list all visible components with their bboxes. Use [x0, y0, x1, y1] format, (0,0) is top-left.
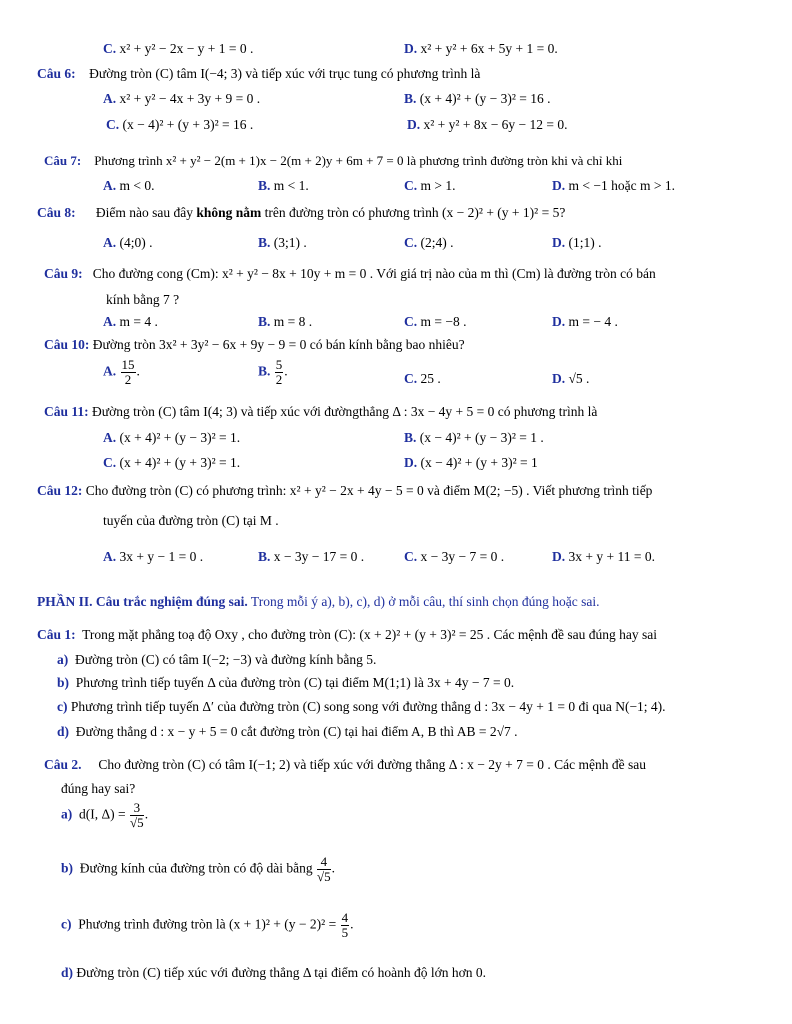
q8-stem: Câu 8: Điểm nào sau đây không nằm trên đường tròn có phương trình (x − 2)² + (y + 1)² = 5?: [37, 205, 566, 220]
p2-item-c: c) Phương trình đường tròn là (x + 1)² + (y − 2)² = $\frac{4}{5}$ .: [61, 910, 354, 940]
p2-item-a: a) d(I, Δ) = $\frac{3}{√5}$ .: [61, 800, 149, 830]
q9-option-b: B. m = 8 .: [258, 314, 313, 329]
p1-item-b: b) Phương trình tiếp tuyến Δ của đường tròn (C) tại điểm M(1;1) là 3x + 4y − 7 = 0.: [57, 675, 515, 690]
q5-option-c: C. x² + y² − 2x − y + 1 = 0 .: [103, 41, 254, 56]
q7-option-a: A. m < 0.: [103, 178, 155, 193]
part2-heading: PHẦN II. Câu trắc nghiệm đúng sai. Trong mỗi ý a), b), c), d) ở mỗi câu, thí sinh chọn đúng hoặc sai.: [37, 594, 600, 609]
p1-stem: Câu 1: Trong mặt phẳng toạ độ Oxy , cho đường tròn (C): (x + 2)² + (y + 3)² = 25 . Các mệnh đề sau đúng hay sai: [37, 627, 657, 642]
q7-option-d: D. m < −1 hoặc m > 1.: [552, 178, 675, 193]
p2-item-b: b) Đường kính của đường tròn có độ dài bằng $\frac{4}{√5}$ .: [61, 854, 336, 884]
q6-stem: Câu 6: Đường tròn (C) tâm I(−4; 3) và tiếp xúc với trục tung có phương trình là: [37, 66, 481, 81]
p1-item-d: d) Đường thẳng d : x − y + 5 = 0 cắt đường tròn (C) tại hai điểm A, B thì AB = 2√7 .: [57, 724, 518, 739]
q10-option-a: A. $\frac{15}{2}$ .: [103, 357, 140, 387]
q8-option-c: C. (2;4) .: [404, 235, 454, 250]
q12-option-b: B. x − 3y − 17 = 0 .: [258, 549, 365, 564]
q9-option-d: D. m = − 4 .: [552, 314, 618, 329]
q12-stem-cont: tuyến của đường tròn (C) tại M .: [103, 513, 279, 528]
q8-option-a: A. (4;0) .: [103, 235, 153, 250]
q9-option-c: C. m = −8 .: [404, 314, 467, 329]
q6-option-b: B. (x + 4)² + (y − 3)² = 16 .: [404, 91, 551, 106]
q7-option-c: C. m > 1.: [404, 178, 456, 193]
q6-option-a: A. x² + y² − 4x + 3y + 9 = 0 .: [103, 91, 261, 106]
q9-option-a: A. m = 4 .: [103, 314, 158, 329]
q11-option-d: D. (x − 4)² + (y + 3)² = 1: [404, 455, 538, 470]
q6-option-d: D. x² + y² + 8x − 6y − 12 = 0.: [407, 117, 568, 132]
q10-option-d: D. √5 .: [552, 371, 590, 386]
q11-stem: Câu 11: Đường tròn (C) tâm I(4; 3) và tiếp xúc với đườngthẳng Δ : 3x − 4y + 5 = 0 có phương trình là: [44, 404, 598, 419]
q10-option-c: C. 25 .: [404, 371, 441, 386]
q7-option-b: B. m < 1.: [258, 178, 309, 193]
q12-option-a: A. 3x + y − 1 = 0 .: [103, 549, 204, 564]
p2-stem: Câu 2. Cho đường tròn (C) có tâm I(−1; 2) và tiếp xúc với đường thẳng Δ : x − 2y + 7 = 0 . Các mệnh đề sau: [44, 757, 646, 772]
p1-item-c: c) Phương trình tiếp tuyến Δ′ của đường tròn (C) song song với đường thẳng d : 3x − 4y + 1 = 0 đi qua N(−1; 4).: [57, 699, 666, 714]
q11-option-b: B. (x − 4)² + (y − 3)² = 1 .: [404, 430, 544, 445]
q5-option-d: D. x² + y² + 6x + 5y + 1 = 0.: [404, 41, 558, 56]
q11-option-a: A. (x + 4)² + (y − 3)² = 1.: [103, 430, 241, 445]
q9-stem-cont: kính bằng 7 ?: [106, 292, 180, 307]
q12-option-c: C. x − 3y − 7 = 0 .: [404, 549, 505, 564]
q6-option-c: C. (x − 4)² + (y + 3)² = 16 .: [106, 117, 254, 132]
p1-item-a: a) Đường tròn (C) có tâm I(−2; −3) và đường kính bằng 5.: [57, 652, 377, 667]
q7-stem: Câu 7: Phương trình x² + y² − 2(m + 1)x − 2(m + 2)y + 6m + 7 = 0 là phương trình đường tròn khi và chỉ khi: [44, 153, 623, 168]
q10-stem: Câu 10: Đường tròn 3x² + 3y² − 6x + 9y − 9 = 0 có bán kính bằng bao nhiêu?: [44, 337, 465, 352]
q8-option-b: B. (3;1) .: [258, 235, 307, 250]
q10-option-b: B. $\frac{5}{2}$ .: [258, 357, 288, 387]
q12-option-d: D. 3x + y + 11 = 0.: [552, 549, 655, 564]
q11-option-c: C. (x + 4)² + (y + 3)² = 1.: [103, 455, 241, 470]
q8-option-d: D. (1;1) .: [552, 235, 602, 250]
q12-stem: Câu 12: Cho đường tròn (C) có phương trình: x² + y² − 2x + 4y − 5 = 0 và điểm M(2; −5) . Viết phương trình tiếp: [37, 483, 653, 498]
p2-stem-cont: đúng hay sai?: [61, 781, 136, 796]
q9-stem: Câu 9: Cho đường cong (Cm): x² + y² − 8x + 10y + m = 0 . Với giá trị nào của m thì (Cm) là đường tròn có bán: [44, 266, 656, 281]
p2-item-d: d) Đường tròn (C) tiếp xúc với đường thẳng Δ tại điểm có hoành độ lớn hơn 0.: [61, 965, 486, 980]
